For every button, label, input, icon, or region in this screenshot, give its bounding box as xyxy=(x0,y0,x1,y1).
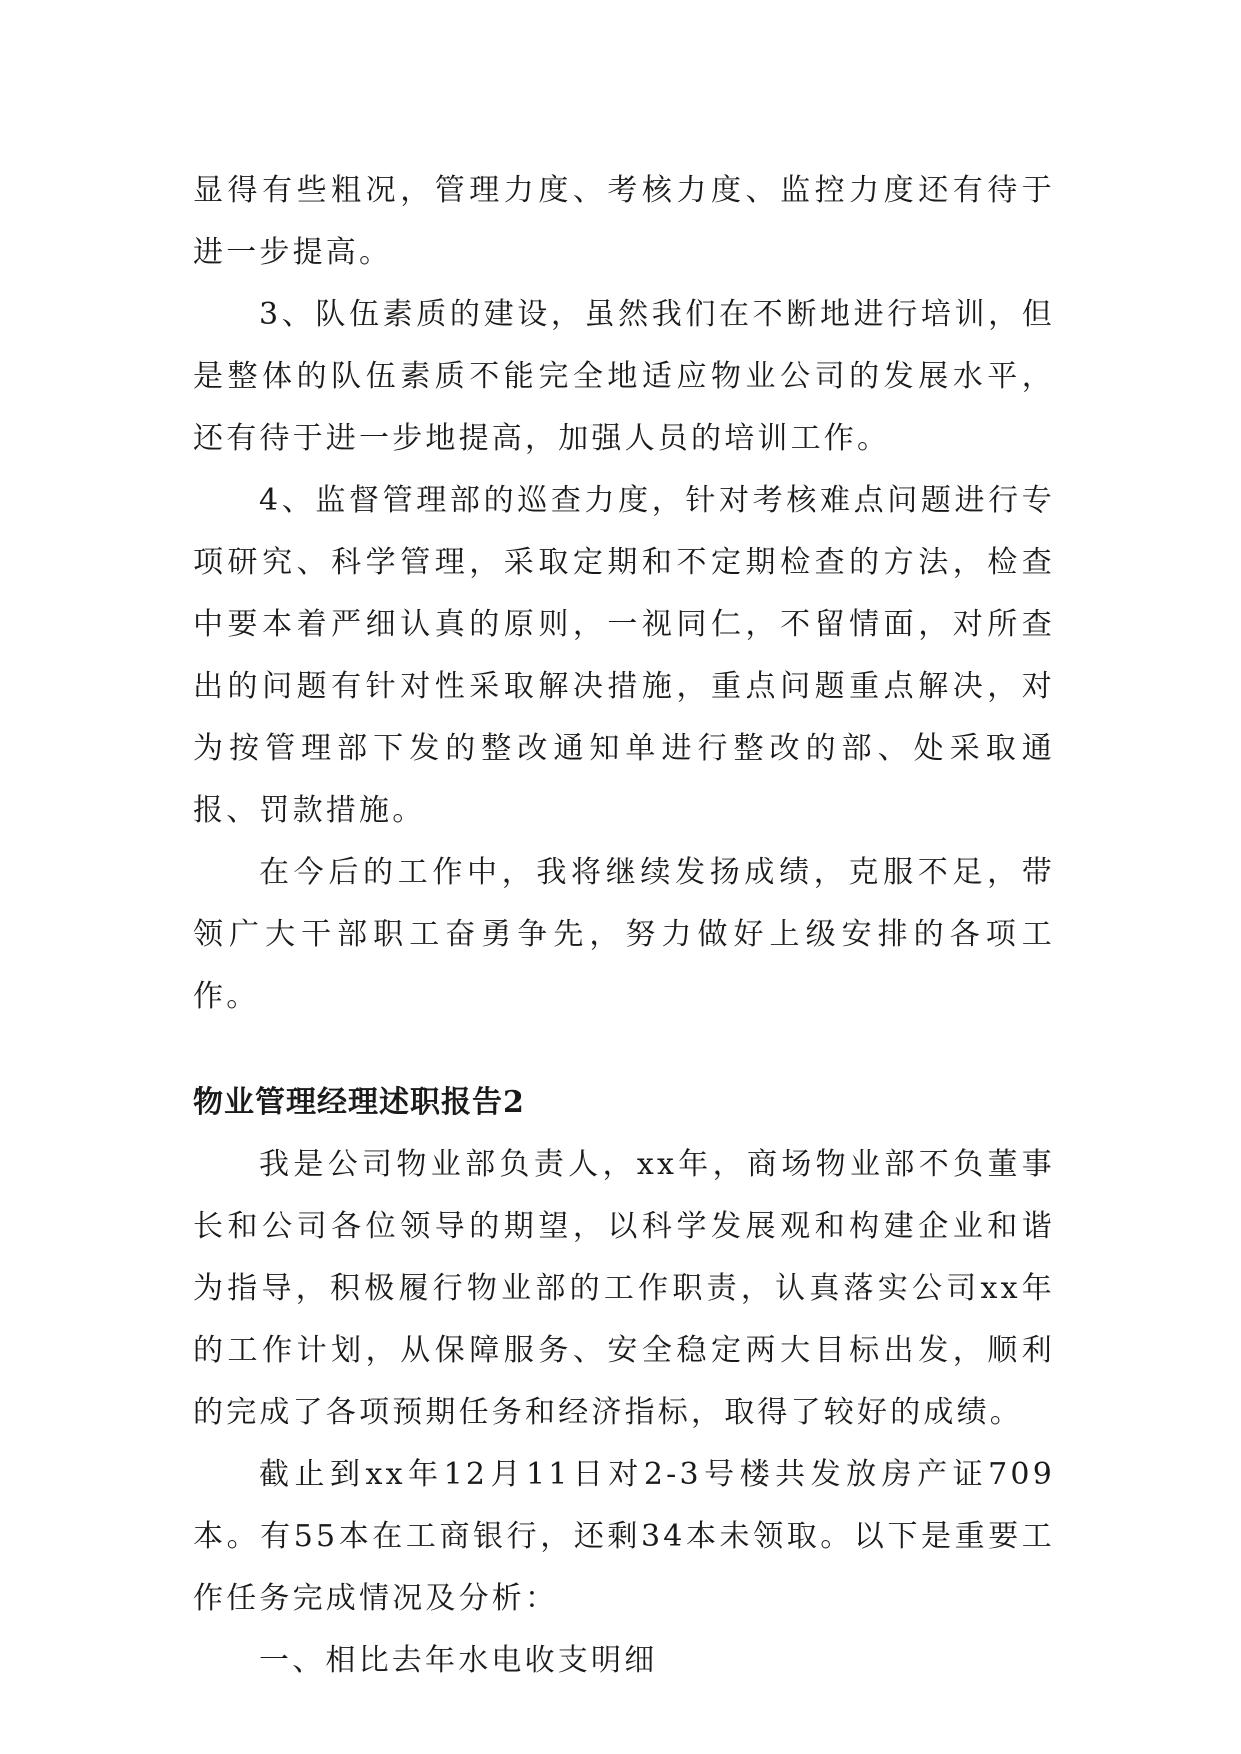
paragraph-certificates: 截止到xx年12月11日对2-3号楼共发放房产证709本。有55本在工商银行，还剩34本未领取。以下是重要工作任务完成情况及分析： xyxy=(193,1457,1055,1616)
section-title: 物业管理经理述职报告2 xyxy=(193,1085,525,1120)
paragraph-item-3: 3、队伍素质的建设，虽然我们在不断地进行培训，但是整体的队伍素质不能完全地适应物业公司的发展水平，还有待于进一步地提高，加强人员的培训工作。 xyxy=(193,297,1055,456)
paragraph-conclusion: 在今后的工作中，我将继续发扬成绩，克服不足，带领广大干部职工奋勇争先，努力做好上级安排的各项工作。 xyxy=(193,855,1055,1014)
paragraph-item-4: 4、监督管理部的巡查力度，针对考核难点问题进行专项研究、科学管理，采取定期和不定期检查的方法，检查中要本着严细认真的原则，一视同仁，不留情面，对所查出的问题有针对性采取解决措施，重点问题重点解决，对为按管理部下发的整改通知单进行整改的部、处采取通报、罚款措施。 xyxy=(193,483,1055,828)
paragraph-intro: 我是公司物业部负责人，xx年，商场物业部不负董事长和公司各位领导的期望，以科学发展观和构建企业和谐为指导，积极履行物业部的工作职责，认真落实公司xx年的工作计划，从保障服务、安全稳定两大目标出发，顺利的完成了各项预期任务和经济指标，取得了较好的成绩。 xyxy=(193,1147,1055,1430)
document-page xyxy=(193,160,1055,1692)
paragraph-continued: 显得有些粗况，管理力度、考核力度、监控力度还有待于进一步提高。 xyxy=(193,173,1055,270)
paragraph-subheading-1: 一、相比去年水电收支明细 xyxy=(259,1643,658,1678)
